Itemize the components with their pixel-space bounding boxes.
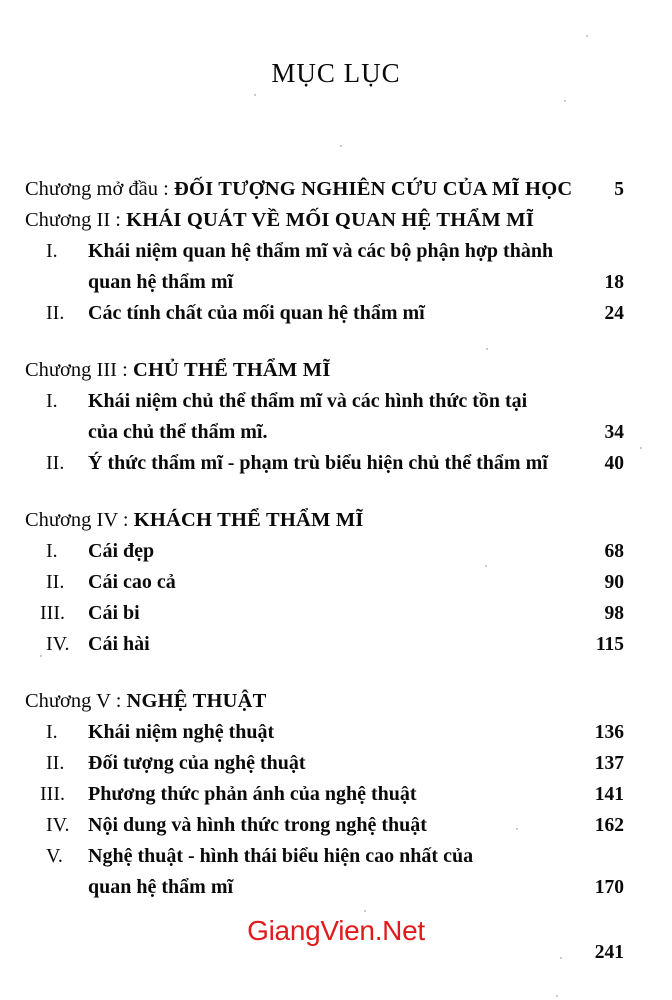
toc-entry-row[interactable] — [0, 872, 672, 903]
scan-speck — [564, 100, 566, 102]
chapter-title: KHÁI QUÁT VỀ MỐI QUAN HỆ THẨM MĨ — [126, 209, 535, 231]
entry-roman-numeral: IV. — [46, 814, 70, 836]
chapter-title: ĐỐI TƯỢNG NGHIÊN CỨU CỦA MĨ HỌC — [173, 178, 573, 200]
entry-label: Khái niệm nghệ thuật — [88, 721, 275, 743]
toc-entry-row[interactable] — [0, 236, 672, 267]
entry-label: Cái bi — [88, 602, 140, 624]
entry-page-number: 115 — [595, 634, 624, 655]
chapter-heading — [25, 174, 572, 205]
chapter-heading — [25, 505, 364, 536]
entry-page-number: 162 — [594, 815, 624, 836]
toc-chapter-row[interactable] — [0, 505, 672, 536]
entry-roman-numeral: I. — [46, 721, 58, 743]
entry-page-number: 141 — [594, 784, 624, 805]
entry-page-number: 170 — [594, 877, 624, 898]
trailing-page-number: 241 — [594, 942, 624, 963]
entry-label: Khái niệm chủ thể thẩm mĩ và các hình thức tồn tại — [88, 390, 528, 412]
toc-entry-row[interactable] — [0, 386, 672, 417]
entry-roman-numeral: II. — [46, 302, 65, 324]
entry-label: Ý thức thẩm mĩ - phạm trù biểu hiện chủ thể thẩm mĩ — [88, 452, 548, 474]
entry-page-number: 18 — [604, 272, 624, 293]
entry-label: Nội dung và hình thức trong nghệ thuật — [88, 814, 427, 836]
scan-speck — [586, 35, 588, 37]
entry-page-number: 136 — [594, 722, 624, 743]
chapter-heading — [25, 355, 331, 386]
scan-speck — [340, 145, 342, 147]
toc-entry-row[interactable] — [0, 629, 672, 660]
entry-page-number: 90 — [604, 572, 624, 593]
toc-entry-row[interactable] — [0, 536, 672, 567]
scan-speck — [486, 348, 488, 350]
toc-entry-row[interactable] — [0, 448, 672, 479]
toc-entry-row[interactable] — [0, 417, 672, 448]
toc-chapter-row[interactable] — [0, 174, 672, 205]
entry-label: quan hệ thẩm mĩ — [88, 876, 234, 898]
chapter-title: NGHỆ THUẬT — [126, 690, 267, 712]
scan-speck — [516, 828, 518, 830]
entry-page-number: 68 — [604, 541, 624, 562]
chapter-heading — [25, 205, 534, 236]
entry-label: Nghệ thuật - hình thái biểu hiện cao nhất của — [88, 845, 474, 867]
chapter-title: CHỦ THỂ THẨM MĨ — [132, 359, 331, 381]
entry-roman-numeral: III. — [40, 602, 65, 624]
entry-page-number: 5 — [614, 179, 624, 200]
watermark: GiangVien.Net — [247, 915, 425, 946]
toc-chapter-row[interactable] — [0, 355, 672, 386]
entry-page-number: 137 — [594, 753, 624, 774]
scan-speck — [364, 910, 366, 912]
entry-roman-numeral: II. — [46, 571, 65, 593]
toc-entry-row[interactable] — [0, 267, 672, 298]
page-title: MỤC LỤC — [271, 58, 401, 88]
entry-label: Phương thức phản ánh của nghệ thuật — [88, 783, 417, 805]
toc-entry-row[interactable] — [0, 841, 672, 872]
entry-label: Các tính chất của mối quan hệ thẩm mĩ — [88, 302, 425, 324]
chapter-title: KHÁCH THỂ THẨM MĨ — [133, 509, 364, 531]
chapter-prefix: Chương IV : — [25, 509, 134, 531]
entry-page-number: 98 — [604, 603, 624, 624]
entry-label: Cái hài — [88, 633, 150, 655]
entry-label: của chủ thể thẩm mĩ. — [88, 421, 268, 443]
entry-roman-numeral: II. — [46, 452, 65, 474]
toc-entry-row[interactable] — [0, 779, 672, 810]
toc-entry-row[interactable] — [0, 810, 672, 841]
entry-roman-numeral: I. — [46, 240, 58, 262]
entry-roman-numeral: III. — [40, 783, 65, 805]
scan-speck — [640, 447, 642, 449]
toc-entry-row[interactable] — [0, 748, 672, 779]
entry-roman-numeral: I. — [46, 390, 58, 412]
entry-page-number: 34 — [604, 422, 624, 443]
toc-entry-row[interactable] — [0, 567, 672, 598]
entry-label: Đối tượng của nghệ thuật — [88, 752, 306, 774]
scan-speck — [254, 94, 256, 96]
toc-entry-list — [0, 174, 672, 903]
entry-roman-numeral: V. — [46, 845, 63, 867]
entry-label: Cái cao cả — [88, 571, 176, 593]
entry-roman-numeral: IV. — [46, 633, 70, 655]
toc-entry-row[interactable] — [0, 298, 672, 329]
chapter-prefix: Chương mở đầu : — [25, 178, 174, 200]
chapter-prefix: Chương III : — [25, 359, 133, 381]
entry-label: Khái niệm quan hệ thẩm mĩ và các bộ phận hợp thành — [88, 240, 554, 262]
entry-label: Cái đẹp — [88, 540, 155, 562]
entry-roman-numeral: II. — [46, 752, 65, 774]
chapter-heading — [25, 686, 267, 717]
entry-page-number: 40 — [604, 453, 624, 474]
chapter-prefix: Chương II : — [25, 209, 127, 231]
toc-chapter-row[interactable] — [0, 686, 672, 717]
scan-speck — [485, 565, 487, 567]
scan-speck — [40, 655, 42, 657]
entry-page-number: 24 — [604, 303, 624, 324]
scan-speck — [560, 957, 562, 959]
scan-speck — [556, 995, 558, 997]
entry-roman-numeral: I. — [46, 540, 58, 562]
chapter-prefix: Chương V : — [25, 690, 127, 712]
toc-entry-row[interactable] — [0, 717, 672, 748]
toc-entry-row[interactable] — [0, 598, 672, 629]
toc-chapter-row[interactable] — [0, 205, 672, 236]
entry-label: quan hệ thẩm mĩ — [88, 271, 234, 293]
